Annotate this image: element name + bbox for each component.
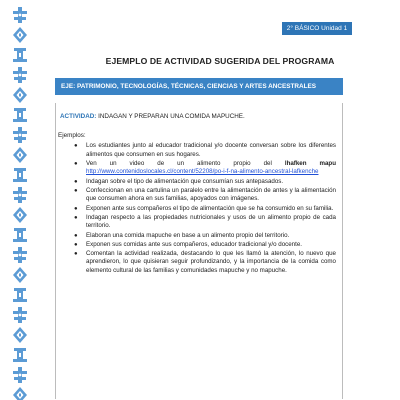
video-link[interactable]: http://www.contenidoslocales.cl/content/52208/po-i-f-na-alimento-ancestral-lafkenche: [86, 168, 319, 176]
list-item: [74, 205, 336, 214]
bullet-icon: ●: [74, 160, 78, 167]
bullet-icon: ●: [74, 187, 78, 194]
decorative-motif-icon: [11, 246, 29, 264]
list-item-text: Indagan respecto a las propiedades nutricionales y usos de un alimento propio de cada territorio.: [86, 213, 336, 230]
list-item-text: Los estudiantes junto al educador tradicional y/o docente conversan sobre los diferentes alimentos que consumen en sus hogares.: [86, 142, 336, 158]
eje-header-bar: EJE: PATRIMONIO, TECNOLOGÍAS, TÉCNICAS, CIENCIAS Y ARTES ANCESTRALES: [55, 78, 343, 95]
bullet-icon: ●: [74, 241, 78, 248]
list-item: [74, 232, 336, 241]
decorative-motif-icon: [11, 166, 29, 184]
activity-label: ACTIVIDAD:: [60, 113, 97, 120]
decorative-side-band: [0, 0, 40, 400]
list-item-text: Ven un video de un alimento propio del: [86, 159, 285, 167]
list-item-text: Comentan la actividad realizada, destacando lo que les llamó la atención, lo nuevo que aprendieron, lo que quisieran seguir profundizando, y la importancia de la comida como elemento cultural de las familias y comunidades mapuche y no mapuche.: [86, 249, 336, 275]
examples-label: Ejemplos:: [58, 132, 86, 139]
decorative-motif-icon: [11, 106, 29, 124]
decorative-motif-icon: [11, 226, 29, 244]
bullet-icon: ●: [74, 232, 78, 239]
bullet-icon: ●: [74, 143, 78, 149]
decorative-motif-icon: [11, 346, 29, 364]
activity-title: INDAGAN Y PREPARAN UNA COMIDA MAPUCHE.: [96, 113, 245, 120]
decorative-motif-icon: [11, 286, 29, 304]
activity-heading: [60, 113, 245, 120]
decorative-motif-icon: [11, 306, 29, 324]
list-item: [74, 178, 336, 187]
list-item: [74, 241, 336, 250]
decorative-motif-icon: [11, 6, 29, 24]
list-item-text: Confeccionan en una cartulina un paralelo entre la alimentación de antes y la alimentación que consumen ahora en sus familias, apoyados con imágenes.: [86, 186, 336, 203]
list-item-text: Elaboran una comida mapuche en base a un alimento propio del territorio.: [86, 231, 290, 239]
decorative-motif-icon: [11, 186, 29, 204]
list-item: [74, 142, 336, 159]
list-item: [74, 160, 336, 177]
decorative-motif-icon: [11, 126, 29, 144]
unit-tab: 2° BÁSICO Unidad 1: [282, 22, 352, 35]
list-item: [74, 250, 336, 276]
list-item: [74, 187, 336, 204]
bullet-icon: ●: [74, 178, 78, 185]
bullet-icon: ●: [74, 205, 78, 212]
bullet-icon: ●: [74, 214, 78, 221]
decorative-motif-icon: [11, 66, 29, 84]
list-item: [74, 214, 336, 231]
list-item-text: Exponen sus comidas ante sus compañeros, educador tradicional y/o docente.: [86, 240, 303, 248]
list-item-text: Indagan sobre el tipo de alimentación que consumían sus antepasados.: [86, 177, 284, 185]
decorative-motif-icon: [11, 326, 29, 344]
decorative-motif-icon: [11, 146, 29, 164]
decorative-motif-icon: [11, 206, 29, 224]
decorative-motif-icon: [11, 46, 29, 64]
list-item-bold-text: lhafken mapu: [284, 159, 336, 167]
decorative-motif-icon: [11, 366, 29, 384]
list-item-text: Exponen ante sus compañeros el tipo de alimentación que se ha consumido en su familia.: [86, 204, 334, 212]
decorative-motif-icon: [11, 266, 29, 284]
page-title: EJEMPLO DE ACTIVIDAD SUGERIDA DEL PROGRAMA: [105, 56, 335, 66]
bullet-icon: ●: [74, 250, 78, 257]
decorative-motif-icon: [11, 86, 29, 104]
decorative-motif-icon: [11, 386, 29, 400]
activity-list: [74, 142, 336, 276]
decorative-motif-icon: [11, 26, 29, 44]
